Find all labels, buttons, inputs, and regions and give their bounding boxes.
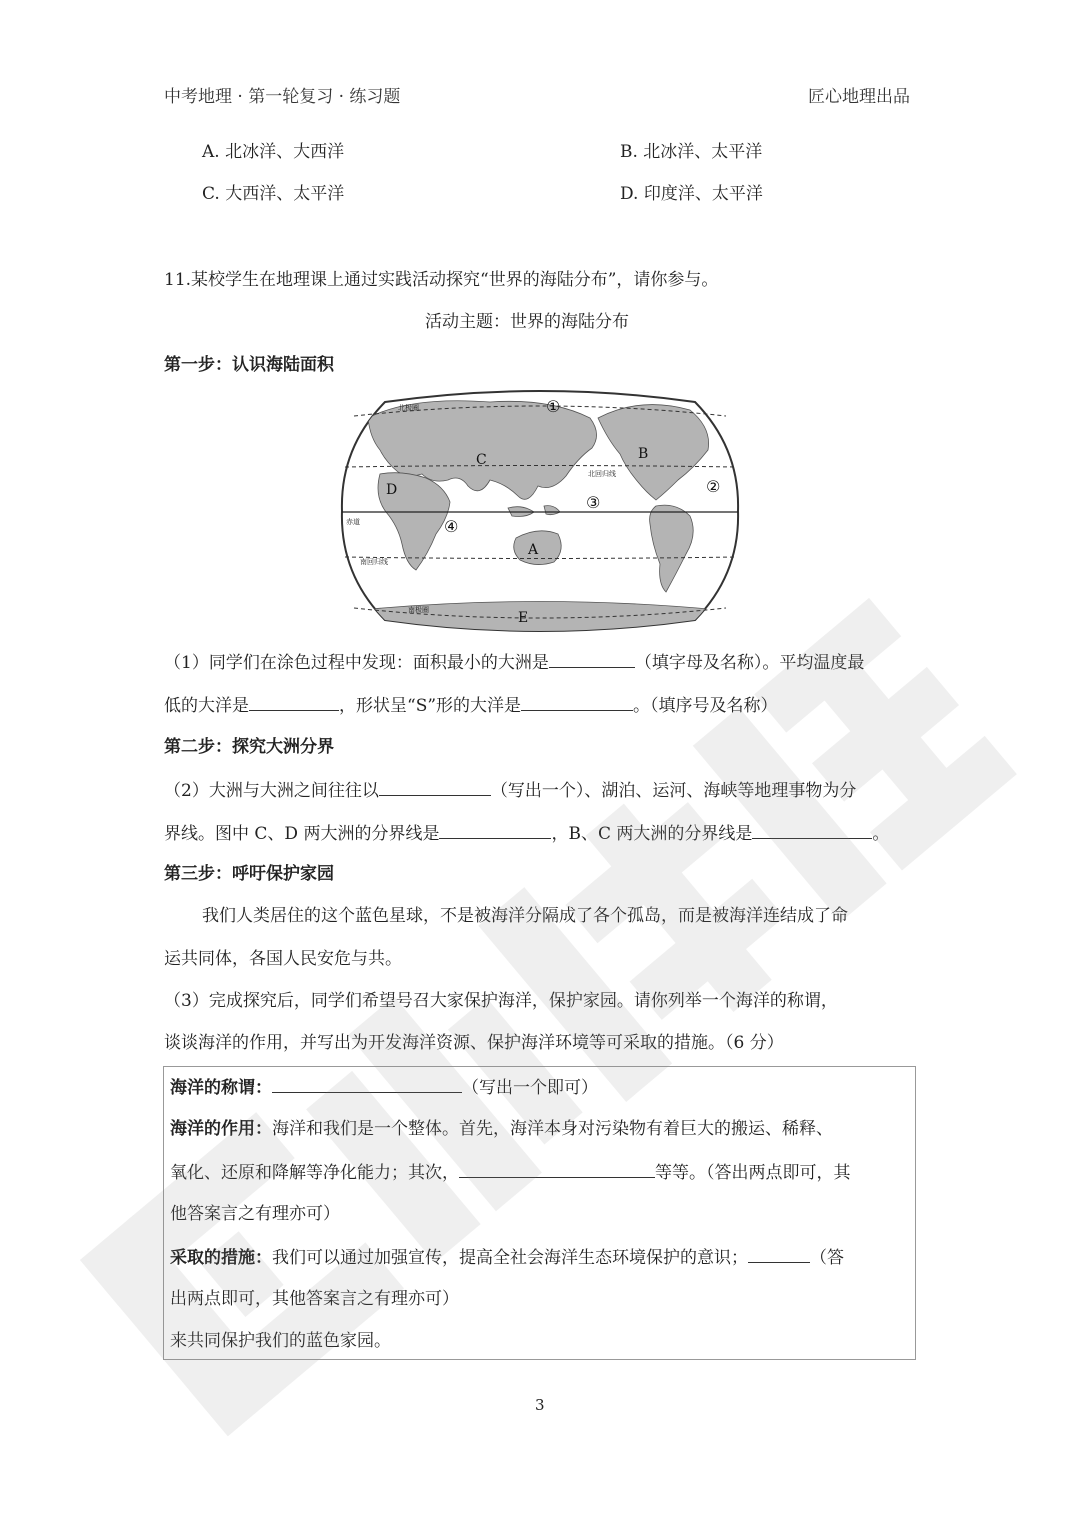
- label-tropic-cancer: 北回归线: [588, 470, 616, 478]
- map-ocean-2: ②: [706, 477, 721, 496]
- question-stem: 11.某校学生在地理课上通过实践活动探究“世界的海陆分布”，请你参与。: [164, 270, 719, 290]
- blank-ocean-name[interactable]: [272, 1078, 462, 1093]
- map-ocean-3: ③: [586, 493, 601, 512]
- q1-line1: （1）同学们在涂色过程中发现：面积最小的大洲是 （填字母及名称）。平均温度最: [164, 653, 865, 673]
- step1-heading: 第一步：认识海陆面积: [164, 355, 334, 375]
- q2-line2: 界线。图中 C、D 两大洲的分界线是 ，B、C 两大洲的分界线是 。: [164, 824, 890, 844]
- activity-theme: 活动主题：世界的海陆分布: [425, 312, 629, 332]
- box-line-role1: 海洋的作用：海洋和我们是一个整体。首先，海洋本身对污染物有着巨大的搬运、稀释、: [170, 1119, 833, 1139]
- box-line-name: 海洋的称谓： （写出一个即可）: [170, 1078, 598, 1098]
- map-letter-d: D: [386, 482, 398, 498]
- q1-line2: 低的大洋是 ，形状呈“S”形的大洋是 。（填序号及名称）: [164, 696, 778, 716]
- map-ocean-4: ④: [444, 517, 459, 536]
- label-antarctic-circle: 南极圈: [408, 606, 429, 614]
- box-line-role2: 氧化、还原和降解等净化能力；其次， 等等。（答出两点即可，其: [170, 1163, 851, 1183]
- box-line-measure2: 出两点即可，其他答案言之有理亦可）: [170, 1289, 459, 1309]
- q1-blank-coldest-ocean[interactable]: [249, 696, 339, 711]
- paragraph-line1: 我们人类居住的这个蓝色星球，不是被海洋分隔成了各个孤岛，而是被海洋连结成了命: [202, 906, 848, 926]
- q2-blank-bc-boundary[interactable]: [752, 824, 872, 839]
- header-brand: 匠心地理出品: [808, 87, 910, 107]
- blank-measure[interactable]: [748, 1248, 810, 1263]
- step3-heading: 第三步：呼吁保护家园: [164, 864, 334, 884]
- q1-blank-smallest-continent[interactable]: [549, 653, 635, 668]
- label-arctic-circle: 北极圈: [398, 404, 419, 412]
- option-d: D. 印度洋、太平洋: [620, 184, 763, 204]
- option-b: B. 北冰洋、太平洋: [620, 142, 763, 162]
- option-c: C. 大西洋、太平洋: [202, 184, 345, 204]
- q2-blank-cd-boundary[interactable]: [439, 824, 551, 839]
- paragraph-line2: 运共同体，各国人民安危与共。: [164, 949, 402, 969]
- map-letter-e: E: [518, 610, 529, 626]
- label-equator: 赤道: [346, 518, 360, 526]
- header-title: 中考地理 · 第一轮复习 · 练习题: [164, 87, 401, 107]
- blank-ocean-role[interactable]: [459, 1163, 655, 1178]
- q2-line1: （2）大洲与大洲之间往往以 （写出一个）、湖泊、运河、海峡等地理事物为分: [164, 781, 857, 801]
- q2-blank-boundary-type[interactable]: [379, 781, 491, 796]
- box-line-closing: 来共同保护我们的蓝色家园。: [170, 1331, 391, 1351]
- label-tropic-capricorn: 南回归线: [360, 558, 388, 566]
- page-number: 3: [535, 1396, 545, 1414]
- step2-heading: 第二步：探究大洲分界: [164, 737, 334, 757]
- option-a: A. 北冰洋、大西洋: [202, 142, 345, 162]
- map-letter-b: B: [638, 446, 649, 462]
- q3-line2: 谈谈海洋的作用，并写出为开发海洋资源、保护海洋环境等可采取的措施。（6 分）: [164, 1033, 784, 1053]
- map-letter-a: A: [528, 542, 539, 558]
- q3-line1: （3）完成探究后，同学们希望号召大家保护海洋，保护家园。请你列举一个海洋的称谓，: [164, 991, 838, 1011]
- box-line-role3: 他答案言之有理亦可）: [170, 1204, 340, 1224]
- map-ocean-1: ①: [546, 397, 561, 416]
- box-line-measure1: 采取的措施：我们可以通过加强宣传，提高全社会海洋生态环境保护的意识； （答: [170, 1248, 844, 1268]
- q1-blank-s-shaped-ocean[interactable]: [521, 696, 633, 711]
- map-letter-c: C: [476, 452, 487, 468]
- world-map: [340, 388, 740, 634]
